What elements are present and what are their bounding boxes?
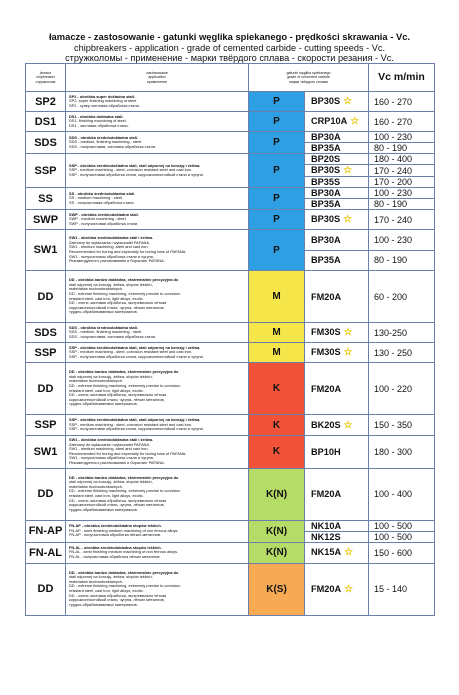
application-description	[66, 323, 249, 343]
cutting-speed: 130-250	[369, 323, 435, 343]
carbide-grade	[305, 199, 369, 210]
cutting-speed: 80 - 190	[369, 143, 435, 154]
application-description	[66, 468, 249, 520]
description-line: SS - medium machining - steel.	[69, 195, 124, 201]
header-grade: gatunki węglika spiekanego grade of cemented carbide марки твёрдого сплава	[249, 64, 369, 92]
cutting-speed: 160 - 270	[369, 92, 435, 112]
grade-name: NK10A	[311, 520, 342, 531]
application-description	[66, 132, 249, 154]
grade-name: BK20S	[311, 419, 341, 430]
cutting-speed: 170 - 240	[369, 210, 435, 230]
grade-name: BP35A	[311, 255, 341, 266]
description-line: SSP - получистовая обработка стали, коррозионностойкой стали и чугуна.	[69, 353, 204, 359]
description-line: SW1 - medium machining -steel and cast iron.	[69, 244, 149, 250]
description-line: SW1 - obróbka średniodokładna stali i żeliwa.	[69, 235, 154, 241]
title-russian: стружколомы - применение - марки твёрдого сплава - скорости резания - Vc.	[65, 53, 394, 63]
description-line: SW1 - medium machining -steel and cast iron.	[69, 446, 149, 452]
description-line: SSP - obróbka średniodokładna stali, stali odpornej na korozję i żeliwa.	[69, 417, 201, 423]
star-icon: ☆	[343, 165, 353, 176]
carbide-grade	[305, 415, 369, 436]
table-row	[26, 436, 435, 469]
description-line: трудно-обрабатываемых материалов.	[69, 309, 138, 315]
star-icon: ☆	[343, 214, 353, 225]
description-line: stali odpornej na korozję, żeliwa, stopów lekkich,	[69, 574, 153, 580]
chipbreaker-code: SDS	[26, 323, 66, 343]
description-line: коррозионностойкой стали, чугуна, лёгких металлов,	[69, 502, 165, 508]
description-line: Рекомендуется к растачиванию и борштанг PAFANA.	[69, 258, 165, 264]
application-description	[66, 436, 249, 469]
carbide-grade	[305, 363, 369, 415]
table-row	[26, 343, 435, 363]
cutting-speed: 180 - 400	[369, 154, 435, 165]
description-line: FN-AL - получистовая обработка лёгких металлов.	[69, 553, 161, 559]
cutting-speed: 100 - 230	[369, 230, 435, 251]
description-line: SSP - obróbka średniodokładna stali, stali odpornej na korozję i żeliwa.	[69, 162, 201, 168]
iso-group: K(S)	[249, 563, 305, 615]
chipbreaker-code: SDS	[26, 132, 66, 154]
description-line: DD - очень чистовая обработка, экстремально чёткая	[69, 592, 167, 598]
cutting-speed: 60 - 200	[369, 271, 435, 323]
carbide-grade	[305, 177, 369, 188]
table-row	[26, 92, 435, 112]
description-line: DD - очень чистовая обработка, экстремально чёткая	[69, 497, 167, 503]
description-line: DS1 - чистовая обработка стали.	[69, 122, 129, 128]
cutting-speed: 100 - 230	[369, 188, 435, 199]
application-description	[66, 520, 249, 542]
chipbreaker-code: SSP	[26, 343, 66, 363]
title-english: chipbreakers - application - grade of cemented carbide - cutting speeds - Vc.	[73, 42, 385, 53]
carbide-grade	[305, 531, 369, 542]
description-line: SDS - получистовая, чистовая обработка стали.	[69, 333, 156, 339]
description-line: FN-AP - получистовая обработка лёгких металлов.	[69, 532, 161, 538]
grade-name: FM20A	[311, 383, 342, 394]
description-line: трудно-обрабатываемых материалов.	[69, 401, 138, 407]
grade-name: BP30S	[311, 165, 341, 175]
table-row	[26, 210, 435, 230]
header-application: zastosowanie application применение	[66, 64, 249, 92]
application-description	[66, 230, 249, 271]
description-line: DD - obróbka bardzo dokładna, ekstremalnie precyzyjna do	[69, 474, 179, 480]
carbide-grade	[305, 154, 369, 165]
grade-name: FM30S	[311, 347, 341, 357]
carbide-grade	[305, 132, 369, 143]
table-row	[26, 154, 435, 165]
chipbreaker-code: SW1	[26, 230, 66, 271]
application-description	[66, 343, 249, 363]
cutting-speed: 100 - 230	[369, 132, 435, 143]
header-vc: Vc m/min	[369, 64, 435, 92]
grade-name: BP30A	[311, 234, 341, 245]
description-line: SW1 - получистовая обработка стали и чугуна.	[69, 455, 154, 461]
description-line: SDS - medium, finishing machining - steel.	[69, 329, 143, 335]
chipbreaker-code: DD	[26, 563, 66, 615]
cutting-speed: 150 - 600	[369, 542, 435, 563]
carbide-grade	[305, 343, 369, 363]
description-line: resistant steel, cast iron, light alloys, exotic.	[69, 493, 144, 499]
description-line: SSP - medium machining - steel, corrosion resistant steel and cast iron.	[69, 349, 193, 355]
grade-name: BP10H	[311, 446, 341, 457]
iso-group: P	[249, 210, 305, 230]
application-description	[66, 112, 249, 132]
description-line: SDS - получистовая, чистовая обработка стали.	[69, 143, 156, 149]
cutting-speed: 15 - 140	[369, 563, 435, 615]
description-line: коррозионностойкой стали, чугуна, лёгких металлов,	[69, 396, 165, 402]
application-description	[66, 363, 249, 415]
table-row	[26, 323, 435, 343]
grade-name: NK12S	[311, 531, 341, 542]
description-line: DD - obróbka bardzo dokładna, ekstremalnie precyzyjna do	[69, 277, 179, 283]
star-icon: ☆	[350, 116, 360, 127]
description-line: DS1- finishing machining of steel.	[69, 118, 127, 124]
description-line: FN-AL - semi finishing medium machining of non ferrous alloys.	[69, 549, 179, 555]
title-polish: łamacze - zastosowanie - gatunki węglika spiekanego - prędkości skrawania - Vc.	[48, 31, 411, 42]
iso-group: M	[249, 323, 305, 343]
description-line: SW1 - obróbka średniodokładna stali i żeliwa.	[69, 437, 154, 442]
star-icon: ☆	[343, 347, 353, 358]
grade-name: BP35A	[311, 143, 341, 153]
description-line: Zalecany do wytaczania i wytaczadeł PAFANA.	[69, 239, 151, 245]
description-line: DS1 - obróbka dokładna stali.	[69, 113, 124, 119]
carbide-grade	[305, 271, 369, 323]
iso-group: P	[249, 154, 305, 188]
description-line: SSP - obróbka średniodokładna stali, stali odpornej na korozję i żeliwa.	[69, 344, 201, 350]
application-description	[66, 210, 249, 230]
document-title	[0, 32, 459, 64]
grade-name: CRP10A	[311, 116, 348, 126]
iso-group: K(N)	[249, 520, 305, 542]
table-row	[26, 520, 435, 531]
description-line: коррозионностойкой стали, чугуна, лёгких металлов,	[69, 304, 165, 310]
iso-group: K	[249, 415, 305, 436]
chipbreaker-code: SSP	[26, 154, 66, 188]
description-line: SS - получистовая обработка стали.	[69, 199, 135, 205]
description-line: stali odpornej na korozję, żeliwa, stopów lekkich,	[69, 281, 153, 287]
table-header-row	[26, 64, 435, 92]
grade-name: FM20A	[311, 291, 342, 302]
description-line: SP2- super finishing machining of steel.	[69, 98, 138, 104]
description-line: SWP - obróbka średniodokładna stali.	[69, 211, 139, 217]
application-description	[66, 415, 249, 436]
description-line: коррозионностойкой стали, чугуна, лёгких металлов,	[69, 597, 165, 603]
carbide-grade	[305, 210, 369, 230]
description-line: SDS - obróbka średniodokładna stali.	[69, 324, 138, 330]
table-row	[26, 188, 435, 199]
grade-name: BP30A	[311, 132, 341, 142]
carbide-grade	[305, 520, 369, 531]
iso-group: P	[249, 92, 305, 112]
description-line: SS - obróbka średniodokładna stali.	[69, 190, 136, 196]
header-chipbreaker: łamacz chipbreaker стружколом	[26, 64, 66, 92]
iso-group: K(N)	[249, 542, 305, 563]
table-row	[26, 132, 435, 143]
description-line: SW1 - получистовая обработка стали и чугуна.	[69, 253, 154, 259]
grade-name: BP30A	[311, 188, 341, 198]
carbide-grade	[305, 112, 369, 132]
chipbreaker-code: SW1	[26, 436, 66, 469]
chipbreaker-code: SS	[26, 188, 66, 210]
description-line: materiałów trudnoobrabialnych.	[69, 286, 124, 292]
description-line: Recommended for boring and especially for boring bars of PAFANA.	[69, 249, 187, 254]
description-line: SSP - получистовая обработка стали, коррозионностойкой стали и чугуна.	[69, 171, 204, 177]
iso-group: K(N)	[249, 468, 305, 520]
cutting-speed: 150 - 350	[369, 415, 435, 436]
carbide-grade	[305, 468, 369, 520]
application-description	[66, 92, 249, 112]
grade-name: BP35A	[311, 199, 341, 209]
cutting-speed: 130 - 250	[369, 343, 435, 363]
description-line: FN-AP - obróbka średniodokładna stopów lekkich.	[69, 523, 162, 529]
star-icon: ☆	[343, 419, 353, 431]
grade-name: FM20A	[311, 489, 342, 500]
chipbreaker-code: SP2	[26, 92, 66, 112]
description-line: DD - extreme finishing machining, extremely precise to corrosion	[69, 583, 181, 589]
grade-name: BP35S	[311, 177, 341, 187]
cutting-speed: 160 - 270	[369, 112, 435, 132]
application-description	[66, 542, 249, 563]
grade-name: BP30S	[311, 96, 341, 106]
table-row	[26, 230, 435, 251]
table-row	[26, 468, 435, 520]
carbide-grade	[305, 436, 369, 469]
description-line: Zalecany do wytaczania i wytaczadeł PAFANA.	[69, 441, 151, 447]
carbide-grade	[305, 323, 369, 343]
grade-name: FM20A	[311, 583, 342, 594]
cutting-speed: 80 - 190	[369, 199, 435, 210]
chipbreaker-code: DD	[26, 468, 66, 520]
table-body	[26, 92, 435, 616]
grade-name: NK15A	[311, 547, 342, 558]
cutting-speed: 180 - 300	[369, 436, 435, 469]
grade-name: BP30S	[311, 214, 341, 224]
description-line: Recommended for boring and especially for boring bars of PAFANA.	[69, 450, 187, 456]
table-row	[26, 542, 435, 563]
star-icon: ☆	[343, 327, 353, 338]
cutting-speed: 100 - 220	[369, 363, 435, 415]
description-line: DD - очень чистовая обработка, экстремально чёткая	[69, 300, 167, 306]
chipbreaker-code: DD	[26, 271, 66, 323]
grade-name: BP20S	[311, 154, 341, 164]
description-line: SSP - получистовая обработка стали, коррозионностойкой стали и чугуна.	[69, 426, 204, 432]
description-line: SSP - medium machining - steel, corrosion resistant steel and cast iron.	[69, 167, 193, 173]
application-description	[66, 271, 249, 323]
description-line: SDS - medium, finishing machining - steel.	[69, 139, 143, 145]
chipbreaker-table	[25, 63, 435, 616]
table-row	[26, 415, 435, 436]
description-line: DD - extreme finishing machining, extremely precise to corrosion	[69, 290, 181, 296]
application-description	[66, 188, 249, 210]
carbide-grade	[305, 563, 369, 615]
iso-group: P	[249, 112, 305, 132]
carbide-grade	[305, 92, 369, 112]
description-line: трудно-обрабатываемых материалов.	[69, 506, 138, 512]
chipbreaker-code: DS1	[26, 112, 66, 132]
iso-group: P	[249, 132, 305, 154]
description-line: materiałów trudnoobrabialnych.	[69, 578, 124, 584]
iso-group: P	[249, 188, 305, 210]
chipbreaker-code: FN-AL	[26, 542, 66, 563]
description-line: трудно-обрабатываемых материалов.	[69, 601, 138, 607]
table-row	[26, 271, 435, 323]
description-line: FN-AL - obróbka średniodokładna stopów lekkich.	[69, 544, 162, 550]
table-row	[26, 363, 435, 415]
description-line: materiałów trudnoobrabialnych.	[69, 378, 124, 384]
description-line: SWP - получистовая обработка стали.	[69, 220, 139, 226]
description-line: stali odpornej na korozję, żeliwa, stopów lekkich,	[69, 373, 153, 379]
description-line: DD - extreme finishing machining, extremely precise to corrosion	[69, 488, 181, 494]
description-line: SDS - obróbka średniodokładna stali.	[69, 134, 138, 140]
chipbreaker-code: SSP	[26, 415, 66, 436]
description-line: SP2 - obróbka super dokładna stali.	[69, 93, 135, 99]
description-line: DD - obróbka bardzo dokładna, ekstremalnie precyzyjna do	[69, 569, 179, 575]
description-line: resistant steel, cast iron, light alloys, exotic.	[69, 387, 144, 393]
description-line: materiałów trudnoobrabialnych.	[69, 483, 124, 489]
iso-group: M	[249, 271, 305, 323]
table-row	[26, 563, 435, 615]
carbide-grade	[305, 143, 369, 154]
description-line: SSP - medium machining - steel, corrosion resistant steel and cast iron.	[69, 421, 193, 427]
cutting-speed: 170 - 240	[369, 165, 435, 177]
grade-name: FM30S	[311, 327, 341, 337]
cutting-speed: 80 - 190	[369, 250, 435, 271]
application-description	[66, 154, 249, 188]
description-line: SP2 - супер чистовая обработка стали.	[69, 102, 140, 108]
star-icon: ☆	[344, 583, 354, 595]
star-icon: ☆	[344, 547, 354, 559]
chipbreaker-code: FN-AP	[26, 520, 66, 542]
chipbreaker-code: SWP	[26, 210, 66, 230]
description-line: resistant steel, cast iron, light alloys, exotic.	[69, 588, 144, 594]
description-line: SWP - medium machining - steel.	[69, 216, 127, 222]
chipbreaker-code: DD	[26, 363, 66, 415]
carbide-grade	[305, 230, 369, 251]
description-line: resistant steel, cast iron, light alloys, exotic.	[69, 295, 144, 301]
description-line: stali odpornej na korozję, żeliwa, stopów lekkich,	[69, 479, 153, 485]
cutting-speed: 170 - 200	[369, 177, 435, 188]
carbide-grade	[305, 188, 369, 199]
description-line: DD - obróbka bardzo dokładna, ekstremalnie precyzyjna do	[69, 369, 179, 375]
description-line: Рекомендуется к растачиванию и борштанг PAFANA.	[69, 459, 165, 465]
cutting-speed: 100 - 500	[369, 520, 435, 531]
carbide-grade	[305, 542, 369, 563]
description-line: FN-AP - semi finishing medium machining of non ferrous alloys.	[69, 527, 179, 533]
carbide-grade	[305, 165, 369, 177]
iso-group: M	[249, 343, 305, 363]
description-line: DD - extreme finishing machining, extremely precise to corrosion	[69, 382, 181, 388]
application-description	[66, 563, 249, 615]
iso-group: P	[249, 230, 305, 271]
description-line: DD - очень чистовая обработка, экстремально чёткая	[69, 392, 167, 398]
carbide-grade	[305, 250, 369, 271]
cutting-speed: 100 - 400	[369, 468, 435, 520]
cutting-speed: 100 - 500	[369, 531, 435, 542]
iso-group: K	[249, 436, 305, 469]
table-row	[26, 112, 435, 132]
star-icon: ☆	[343, 96, 353, 107]
iso-group: K	[249, 363, 305, 415]
